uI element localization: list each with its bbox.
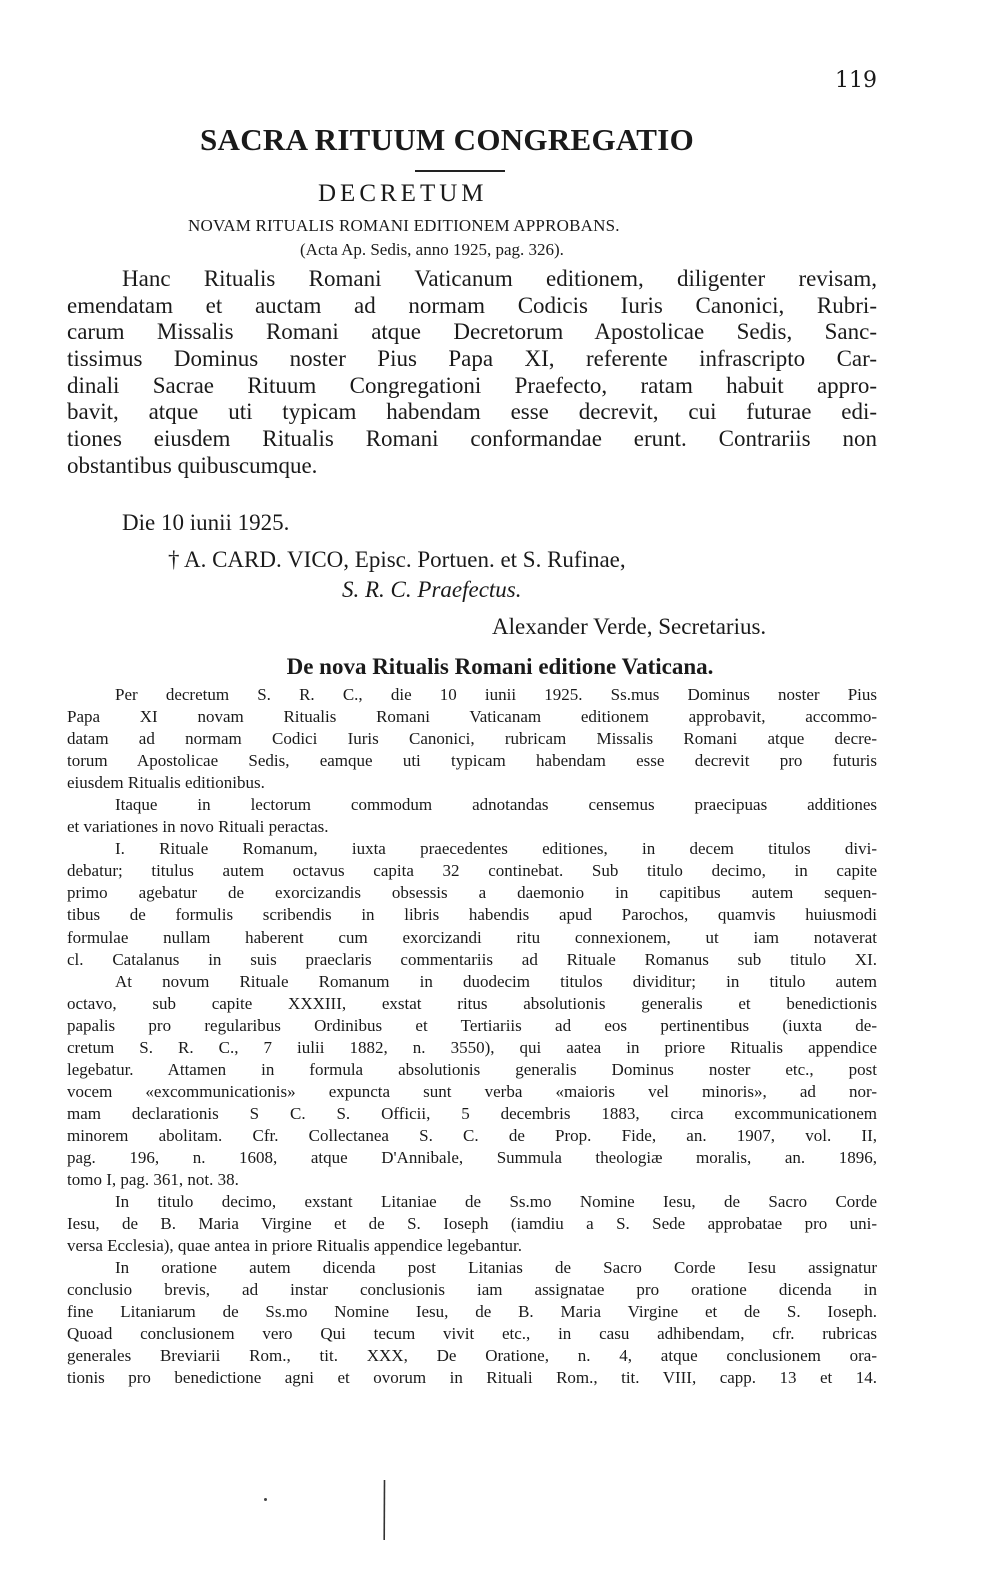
section-line: fine Litaniarum de Ss.mo Nomine Iesu, de B. Maria Virgine et de S. Ioseph. [67,1302,877,1322]
title-rule [415,170,505,172]
decree-subtitle: NOVAM RITUALIS ROMANI EDITIONEM APPROBANS. [188,216,620,235]
decree-date: Die 10 iunii 1925. [122,510,290,535]
section-line: datam ad normam Codici Iuris Canonici, rubricam Missalis Romani atque decre- [67,729,877,749]
scan-dot-icon [264,1498,267,1501]
section-line: tomo I, pag. 361, not. 38. [67,1170,239,1190]
signature-secretary: Alexander Verde, Secretarius. [492,614,767,639]
section-line: Quoad conclusionem vero Qui tecum vivit etc., in casu adhibendam, cfr. rubricas [67,1324,877,1344]
section-line: torum Apostolicae Sedis, eamque uti typicam habendam esse decrevit pro futuris [67,751,877,771]
section-line: minorem abolitam. Cfr. Collectanea S. C. de Prop. Fide, an. 1907, vol. II, [67,1125,877,1145]
signature-cardinal: † A. CARD. VICO, Episc. Portuen. et S. Rufinae, [168,547,626,572]
section-heading: De nova Ritualis Romani editione Vaticana. [286,654,714,679]
section-line: In oratione autem dicenda post Litanias de Sacro Corde Iesu assignatur [115,1258,877,1278]
decree-line: tissimus Dominus noster Pius Papa XI, referente infrascripto Car- [67,346,877,372]
scan-mark-icon [383,1480,386,1540]
page-number: 119 [835,68,877,93]
decree-line: Hanc Ritualis Romani Vaticanum editionem, diligenter revisam, [122,266,877,291]
section-line: I. Rituale Romanum, iuxta praecedentes editiones, in decem titulos divi- [115,839,877,859]
section-line: cretum S. R. C., 7 iulii 1882, n. 3550), qui aatea in priore Ritualis appendice [67,1037,877,1057]
section-line: versa Ecclesia), quae antea in priore Ritualis appendice legebantur. [67,1236,523,1256]
section-line: formulae nullam haberent cum exorcizandi ritu connexionem, ut iam notaverat [67,927,877,947]
section-line: mam declarationis S C. S. Officii, 5 decembris 1883, circa excommunicationem [67,1103,877,1123]
decree-line: emendatam et auctam ad normam Codicis Iuris Canonici, Rubri- [67,292,877,318]
section-line: Papa XI novam Ritualis Romani Vaticanam editionem approbavit, accommo- [67,707,877,727]
section-line: papalis pro regularibus Ordinibus et Tertiariis ad eos pertinentibus (iuxta de- [67,1015,877,1035]
section-line: At novum Rituale Romanum in duodecim titulos dividitur; in titulo autem [115,971,877,991]
section-line: In titulo decimo, exstant Litaniae de Ss.mo Nomine Iesu, de Sacro Corde [115,1192,877,1212]
section-line: eiusdem Ritualis editionibus. [67,773,265,793]
section-line: generales Breviarii Rom., tit. XXX, De Oratione, n. 4, atque conclusionem ora- [67,1346,877,1366]
section-line: pag. 196, n. 1608, atque D'Annibale, Summula theologiæ moralis, an. 1896, [67,1147,877,1167]
decree-line: tiones eiusdem Ritualis Romani conformandae erunt. Contrariis non [67,426,877,452]
section-line: vocem «excommunicationis» expuncta sunt verba «maioris vel minoris», ad nor- [67,1081,877,1101]
decree-source: (Acta Ap. Sedis, anno 1925, pag. 326). [300,240,564,259]
section-line: Itaque in lectorum commodum adnotandas censemus praecipuas additiones [115,795,877,815]
section-line: et variationes in novo Rituali peractas. [67,817,329,837]
section-line: Per decretum S. R. C., die 10 iunii 1925. Ss.mus Dominus noster Pius [115,685,877,704]
decree-body [67,266,877,480]
section-line: primo agebatur de exorcizandis obsessis a daemonio in capitibus autem sequen- [67,883,877,903]
section-line: octavo, sub capite XXXIII, exstat ritus absolutionis generalis et benedictionis [67,993,877,1013]
main-title: SACRA RITUUM CONGREGATIO [200,122,695,157]
section-line: cl. Catalanus in suis praeclaris commentariis ad Rituale Romanus sub titulo XI. [67,949,877,969]
decree-line: bavit, atque uti typicam habendam esse decrevit, cui futurae edi- [67,399,877,425]
decree-line: carum Missalis Romani atque Decretorum Apostolicae Sedis, Sanc- [67,319,877,345]
section-body [67,684,877,1390]
decree-line: dinali Sacrae Rituum Congregationi Praefecto, ratam habuit appro- [67,372,877,398]
section-line: tionis pro benedictione agni et ovorum in Rituali Rom., tit. VIII, capp. 13 et 14. [67,1368,877,1388]
decree-line: obstantibus quibuscumque. [67,452,318,478]
section-line: debatur; titulus autem octavus capita 32 continebat. Sub titulo decimo, in capite [67,861,877,881]
section-line: conclusio brevis, ad instar conclusionis iam assignatae pro oratione dicenda in [67,1280,877,1300]
section-line: tibus de formulis scribendis in libris habendis apud Parochos, quamvis huiusmodi [67,905,877,925]
section-line: Iesu, de B. Maria Virgine et de S. Ioseph (iamdiu a S. Sede approbatae pro uni- [67,1214,877,1234]
section-line: legebatur. Attamen in formula absolutionis generalis Dominus noster etc., post [67,1059,877,1079]
signature-cardinal-title: S. R. C. Praefectus. [342,577,522,602]
decree-heading: DECRETUM [318,180,488,207]
